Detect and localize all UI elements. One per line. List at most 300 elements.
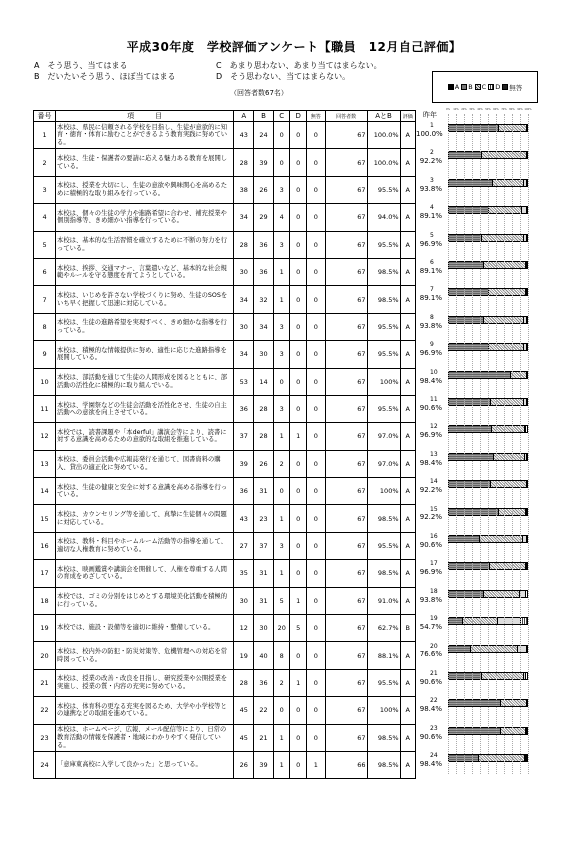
previous-year-value: 96.9% <box>419 568 442 577</box>
count-d: 0 <box>290 149 307 176</box>
answer-legend <box>34 60 396 82</box>
count-b: 31 <box>254 560 274 587</box>
count-b: 30 <box>254 341 274 368</box>
table-header <box>34 111 416 122</box>
bar-category-label: 14 <box>430 478 438 486</box>
ab-ratio: 98.5% <box>367 751 400 778</box>
row-number: 19 <box>34 615 56 642</box>
ab-ratio: 98.5% <box>367 505 400 532</box>
bar-category-label: 21 <box>430 670 438 677</box>
count-b: 34 <box>254 313 274 340</box>
count-none: 0 <box>306 560 325 587</box>
evaluation: A <box>400 204 415 231</box>
legend-item-none: 無答 <box>502 83 522 92</box>
ab-ratio: 95.5% <box>367 176 400 203</box>
ab-ratio: 98.5% <box>367 560 400 587</box>
table-row <box>34 505 416 532</box>
count-c: 0 <box>273 149 290 176</box>
count-b: 39 <box>254 751 274 778</box>
count-d: 0 <box>290 560 307 587</box>
x-tick-label: 80% <box>509 108 515 111</box>
evaluation: A <box>400 450 415 477</box>
count-none: 0 <box>306 697 325 724</box>
count-none: 0 <box>306 341 325 368</box>
count-c: 0 <box>273 697 290 724</box>
previous-year-value: 76.6% <box>419 650 442 659</box>
previous-year-value: 98.4% <box>419 705 442 714</box>
evaluation: A <box>400 176 415 203</box>
bar-category-label: 22 <box>430 697 438 705</box>
row-number: 18 <box>34 587 56 614</box>
table-row <box>34 231 416 258</box>
evaluation: A <box>400 122 415 149</box>
bar-segment-b <box>511 372 527 378</box>
row-number: 2 <box>34 149 56 176</box>
bar-segment-c <box>523 536 526 542</box>
count-b: 39 <box>254 149 274 176</box>
bar-segment-none <box>526 755 527 761</box>
evaluation: A <box>400 423 415 450</box>
bar-segment-d <box>526 673 527 679</box>
ab-ratio: 100.0% <box>367 149 400 176</box>
count-b: 28 <box>254 423 274 450</box>
count-a: 28 <box>234 149 254 176</box>
header-d: D <box>290 111 307 122</box>
count-a: 28 <box>234 231 254 258</box>
evaluation: A <box>400 313 415 340</box>
previous-year-value: 98.4% <box>419 759 442 768</box>
evaluation: A <box>400 560 415 587</box>
bar-segment-c <box>526 262 527 268</box>
gridline <box>504 114 505 774</box>
respondent-total: 67 <box>325 204 367 231</box>
count-b: 36 <box>254 231 274 258</box>
evaluation: A <box>400 395 415 422</box>
evaluation: A <box>400 724 415 751</box>
gridline <box>456 114 457 774</box>
gridline <box>528 114 529 774</box>
evaluation: A <box>400 341 415 368</box>
table-row <box>34 724 416 751</box>
count-b: 29 <box>254 204 274 231</box>
count-b: 24 <box>254 122 274 149</box>
row-number: 23 <box>34 724 56 751</box>
row-item-text: 本校では、読書課題や「本derful」講演会等により、読書に対する意識を高めるための意欲的な取組を推進している。 <box>56 423 234 450</box>
count-a: 28 <box>234 669 254 696</box>
count-d: 0 <box>290 231 307 258</box>
count-c: 3 <box>273 313 290 340</box>
row-number: 20 <box>34 642 56 669</box>
table-row <box>34 669 416 696</box>
count-a: 45 <box>234 697 254 724</box>
gridline <box>512 114 513 774</box>
previous-year-value: 96.9% <box>419 431 442 440</box>
chart-legend <box>432 71 538 103</box>
row-number: 3 <box>34 176 56 203</box>
bar-segment-d <box>526 426 527 432</box>
bar-category-label: 24 <box>430 752 438 760</box>
bar-category-label: 11 <box>430 396 438 403</box>
count-d: 0 <box>290 697 307 724</box>
count-a: 30 <box>234 587 254 614</box>
bar-category-label: 6 <box>430 259 434 266</box>
bar-segment-a <box>449 207 489 213</box>
count-a: 45 <box>234 724 254 751</box>
row-number: 8 <box>34 313 56 340</box>
table-row <box>34 450 416 477</box>
ab-ratio: 62.7% <box>367 615 400 642</box>
legend-item-c: C <box>475 83 487 91</box>
evaluation: A <box>400 587 415 614</box>
row-number: 4 <box>34 204 56 231</box>
x-tick-label: 30% <box>469 108 475 111</box>
bar-segment-c <box>498 618 521 624</box>
evaluation: A <box>400 231 415 258</box>
respondent-total: 67 <box>325 341 367 368</box>
count-none: 0 <box>306 204 325 231</box>
evaluation: B <box>400 615 415 642</box>
count-none: 0 <box>306 724 325 751</box>
ab-ratio: 98.5% <box>367 286 400 313</box>
bar-category-label: 13 <box>430 450 438 458</box>
gridline <box>480 114 481 774</box>
legend-b: B だいたいそう思う、ほぼ当てはまる <box>34 72 176 81</box>
previous-year-value: 90.6% <box>419 732 442 741</box>
header-total: 回答者数 <box>325 111 367 122</box>
count-none: 0 <box>306 395 325 422</box>
bar-category-label: 5 <box>430 231 434 239</box>
gridline <box>464 114 465 774</box>
bar-segment-b <box>501 728 525 734</box>
table-row <box>34 368 416 395</box>
count-a: 35 <box>234 560 254 587</box>
count-c: 1 <box>273 724 290 751</box>
count-d: 0 <box>290 478 307 505</box>
row-item-text: 「意庫東高校に入学して良かった」と思っている。 <box>56 751 234 778</box>
respondent-total: 67 <box>325 450 367 477</box>
count-d: 1 <box>290 587 307 614</box>
count-d: 0 <box>290 313 307 340</box>
ab-ratio: 95.5% <box>367 341 400 368</box>
bar-segment-a <box>449 262 484 268</box>
ab-ratio: 100% <box>367 697 400 724</box>
count-b: 28 <box>254 395 274 422</box>
count-b: 21 <box>254 724 274 751</box>
row-item-text: 本校は、体育科の更なる充実を図るため、大学や小学校等との連携などの取組を進めている。 <box>56 697 234 724</box>
count-a: 43 <box>234 122 254 149</box>
count-d: 5 <box>290 615 307 642</box>
table-row <box>34 697 416 724</box>
header-a: A <box>234 111 254 122</box>
count-b: 36 <box>254 669 274 696</box>
previous-year-value: 92.2% <box>419 157 442 166</box>
respondent-total: 67 <box>325 395 367 422</box>
count-none: 0 <box>306 286 325 313</box>
count-c: 2 <box>273 669 290 696</box>
evaluation: A <box>400 642 415 669</box>
table-row <box>34 587 416 614</box>
count-d: 0 <box>290 176 307 203</box>
count-none: 0 <box>306 231 325 258</box>
count-d: 0 <box>290 532 307 559</box>
header-ab: AとB <box>367 111 400 122</box>
count-a: 34 <box>234 286 254 313</box>
count-a: 12 <box>234 615 254 642</box>
row-item-text: 本校は、積極的な情報提供に努め、適性に応じた進路指導を展開している。 <box>56 341 234 368</box>
count-b: 31 <box>254 587 274 614</box>
respondent-total: 67 <box>325 478 367 505</box>
count-a: 38 <box>234 176 254 203</box>
count-none: 0 <box>306 258 325 285</box>
ab-ratio: 100.0% <box>367 122 400 149</box>
ab-ratio: 97.0% <box>367 423 400 450</box>
count-none: 0 <box>306 615 325 642</box>
bar-category-label: 15 <box>430 505 438 513</box>
bar-category-label: 19 <box>430 615 438 623</box>
table-row <box>34 149 416 176</box>
row-item-text: 本校は、県民に信頼される学校を目指し、生徒が意欲的に知育・徳育・体育に励むことができるよう教育実践に努めている。 <box>56 122 234 149</box>
respondent-count: （回答者数67名） <box>230 89 288 97</box>
previous-year-value: 89.1% <box>419 212 442 221</box>
bar-category-label: 12 <box>430 423 438 431</box>
bar-segment-d <box>526 591 527 597</box>
count-none: 0 <box>306 313 325 340</box>
count-a: 43 <box>234 505 254 532</box>
row-number: 21 <box>34 669 56 696</box>
legend-swatch-c <box>475 84 481 90</box>
bar-category-label: 2 <box>430 149 434 157</box>
bar-segment-a <box>449 591 484 597</box>
bar-category-label: 3 <box>430 176 434 184</box>
count-c: 1 <box>273 505 290 532</box>
count-c: 3 <box>273 231 290 258</box>
count-none: 1 <box>306 751 325 778</box>
table-row <box>34 313 416 340</box>
legend-swatch-d <box>488 84 494 90</box>
bar-category-label: 1 <box>430 122 434 129</box>
count-a: 30 <box>234 258 254 285</box>
bar-category-label: 18 <box>430 587 438 595</box>
count-c: 8 <box>273 642 290 669</box>
respondent-total: 67 <box>325 669 367 696</box>
previous-year-value: 93.8% <box>419 595 442 604</box>
evaluation: A <box>400 286 415 313</box>
respondent-total: 67 <box>325 615 367 642</box>
row-item-text: 本校は、部活動を通じて生徒の人間形成を図るとともに、部活動の活性化に積極的に取り組んでいる。 <box>56 368 234 395</box>
x-tick-label: 10% <box>453 108 459 111</box>
count-a: 19 <box>234 642 254 669</box>
ab-ratio: 98.5% <box>367 258 400 285</box>
row-item-text: 本校は、生徒の進路希望を実現すべく、きめ細かな指導を行っている。 <box>56 313 234 340</box>
count-none: 0 <box>306 122 325 149</box>
bar-segment-c <box>526 728 527 734</box>
row-item-text: 本校は、カウンセリング等を通して、真摯に生徒個々の問題に対応している。 <box>56 505 234 532</box>
legend-item-a: A <box>448 83 459 91</box>
row-number: 12 <box>34 423 56 450</box>
bar-segment-b <box>489 344 524 350</box>
bar-segment-a <box>449 152 482 158</box>
legend-swatch-a <box>448 84 454 90</box>
bar-segment-a <box>449 646 471 652</box>
count-c: 3 <box>273 395 290 422</box>
table-row <box>34 751 416 778</box>
row-item-text: 本校は、映画鑑賞や講演会を開催して、人権を尊重する人間の育成をめざしている。 <box>56 560 234 587</box>
bar-segment-b <box>479 755 524 761</box>
count-b: 30 <box>254 615 274 642</box>
respondent-total: 67 <box>325 505 367 532</box>
respondent-total: 67 <box>325 176 367 203</box>
bar-segment-a <box>449 235 482 241</box>
count-d: 1 <box>290 423 307 450</box>
ab-ratio: 100% <box>367 478 400 505</box>
count-d: 0 <box>290 751 307 778</box>
count-b: 26 <box>254 450 274 477</box>
header-prev: 昨年 <box>423 111 437 119</box>
bar-category-label: 17 <box>430 560 438 568</box>
count-a: 27 <box>234 532 254 559</box>
bar-segment-a <box>449 317 484 323</box>
table-row <box>34 258 416 285</box>
count-d: 0 <box>290 505 307 532</box>
bar-category-label: 20 <box>430 642 438 650</box>
row-number: 14 <box>34 478 56 505</box>
evaluation: A <box>400 368 415 395</box>
legend-a: A そう思う、当てはまる <box>34 61 128 70</box>
evaluation: A <box>400 505 415 532</box>
row-number: 16 <box>34 532 56 559</box>
table-row <box>34 560 416 587</box>
count-c: 1 <box>273 560 290 587</box>
evaluation: A <box>400 669 415 696</box>
row-number: 17 <box>34 560 56 587</box>
bar-segment-c <box>524 235 527 241</box>
count-d: 0 <box>290 341 307 368</box>
ab-ratio: 95.5% <box>367 669 400 696</box>
count-a: 39 <box>234 450 254 477</box>
previous-year-value: 96.9% <box>419 349 442 358</box>
bar-segment-c <box>524 344 527 350</box>
bar-segment-c <box>524 399 527 405</box>
row-item-text: 本校では、ゴミの分別をはじめとする環境美化活動を積極的に行っている。 <box>56 587 234 614</box>
previous-year-value: 54.7% <box>419 623 442 632</box>
bar-segment-b <box>493 180 523 186</box>
row-number: 11 <box>34 395 56 422</box>
bar-category-label: 10 <box>430 368 438 376</box>
ab-ratio: 91.0% <box>367 587 400 614</box>
row-number: 22 <box>34 697 56 724</box>
count-c: 1 <box>273 423 290 450</box>
bar-segment-b <box>471 646 518 652</box>
gridline <box>520 114 521 774</box>
count-none: 0 <box>306 368 325 395</box>
row-item-text: 本校は、ホームページ、広報、メール配信等により、日常の教育活動の情報を保護者・地域にわかりやすく発信している。 <box>56 724 234 751</box>
header-item: 項 目 <box>56 111 234 122</box>
row-item-text: 本校は、基本的な生活習慣を確立するために不断の努力を行っている。 <box>56 231 234 258</box>
evaluation: A <box>400 532 415 559</box>
previous-year-value: 89.1% <box>419 294 442 303</box>
gridline <box>448 114 449 774</box>
count-c: 3 <box>273 341 290 368</box>
count-none: 0 <box>306 149 325 176</box>
ab-ratio: 95.5% <box>367 532 400 559</box>
header-b: B <box>254 111 274 122</box>
previous-year-value: 89.1% <box>419 266 442 275</box>
count-b: 26 <box>254 176 274 203</box>
bar-segment-c <box>526 509 527 515</box>
count-c: 4 <box>273 204 290 231</box>
row-item-text: 本校は、授業を大切にし、生徒の意欲や興味関心を高めるために積極的な取り組みを行っている。 <box>56 176 234 203</box>
legend-swatch-none <box>502 84 508 90</box>
count-b: 32 <box>254 286 274 313</box>
count-d: 1 <box>290 669 307 696</box>
bar-segment-b <box>480 536 523 542</box>
x-tick-label: 100% <box>524 108 532 111</box>
row-item-text: 本校は、授業の改善・改良を目指し、研究授業や公開授業を実施し、授業の質・内容の充実に努めている。 <box>56 669 234 696</box>
bar-category-label: 8 <box>430 313 434 321</box>
row-number: 5 <box>34 231 56 258</box>
x-tick-label: 60% <box>493 108 499 111</box>
bar-segment-c <box>524 317 527 323</box>
count-c: 3 <box>273 532 290 559</box>
count-c: 0 <box>273 122 290 149</box>
count-c: 2 <box>273 450 290 477</box>
ab-ratio: 98.5% <box>367 724 400 751</box>
table-row <box>34 615 416 642</box>
row-item-text: 本校は、挨拶、交通マナー、言葉遣いなど、基本的な社会規範やルールを守る態度を育てようとしている。 <box>56 258 234 285</box>
count-d: 0 <box>290 395 307 422</box>
count-none: 0 <box>306 176 325 203</box>
gridline <box>488 114 489 774</box>
count-none: 0 <box>306 669 325 696</box>
gridline <box>496 114 497 774</box>
count-a: 36 <box>234 478 254 505</box>
row-item-text: 本校は、委員会活動や広報誌発行を通じて、図書資料の購入、貸出の適正化に努めている。 <box>56 450 234 477</box>
respondent-total: 67 <box>325 286 367 313</box>
survey-table <box>33 110 416 779</box>
count-c: 1 <box>273 258 290 285</box>
table-row <box>34 532 416 559</box>
ab-ratio: 95.5% <box>367 395 400 422</box>
row-item-text: 本校は、学園祭などの生徒会活動を活性化させ、生徒の自主活動への意欲を向上させている。 <box>56 395 234 422</box>
previous-year-value: 98.4% <box>419 458 442 467</box>
row-item-text: 本校は、校内外の防犯・防災対策等、危機管理への対応を常時図っている。 <box>56 642 234 669</box>
row-item-text: 本校では、施設・設備等を適切に維持・整備している。 <box>56 615 234 642</box>
row-number: 10 <box>34 368 56 395</box>
respondent-total: 67 <box>325 313 367 340</box>
respondent-total: 67 <box>325 423 367 450</box>
row-number: 6 <box>34 258 56 285</box>
count-a: 30 <box>234 313 254 340</box>
count-b: 31 <box>254 478 274 505</box>
respondent-total: 67 <box>325 642 367 669</box>
ab-ratio: 95.5% <box>367 231 400 258</box>
previous-year-value: 92.2% <box>419 486 442 495</box>
header-c: C <box>273 111 290 122</box>
bar-category-label: 23 <box>430 724 438 732</box>
ab-ratio: 95.5% <box>367 313 400 340</box>
count-d: 0 <box>290 450 307 477</box>
count-none: 0 <box>306 423 325 450</box>
x-tick-label: 90% <box>517 108 523 111</box>
row-number: 24 <box>34 751 56 778</box>
bar-segment-b <box>489 207 523 213</box>
previous-year-value: 96.9% <box>419 239 442 248</box>
previous-year-value: 90.6% <box>419 677 442 686</box>
gridline <box>472 114 473 774</box>
count-d: 0 <box>290 368 307 395</box>
ab-ratio: 94.0% <box>367 204 400 231</box>
evaluation: A <box>400 149 415 176</box>
